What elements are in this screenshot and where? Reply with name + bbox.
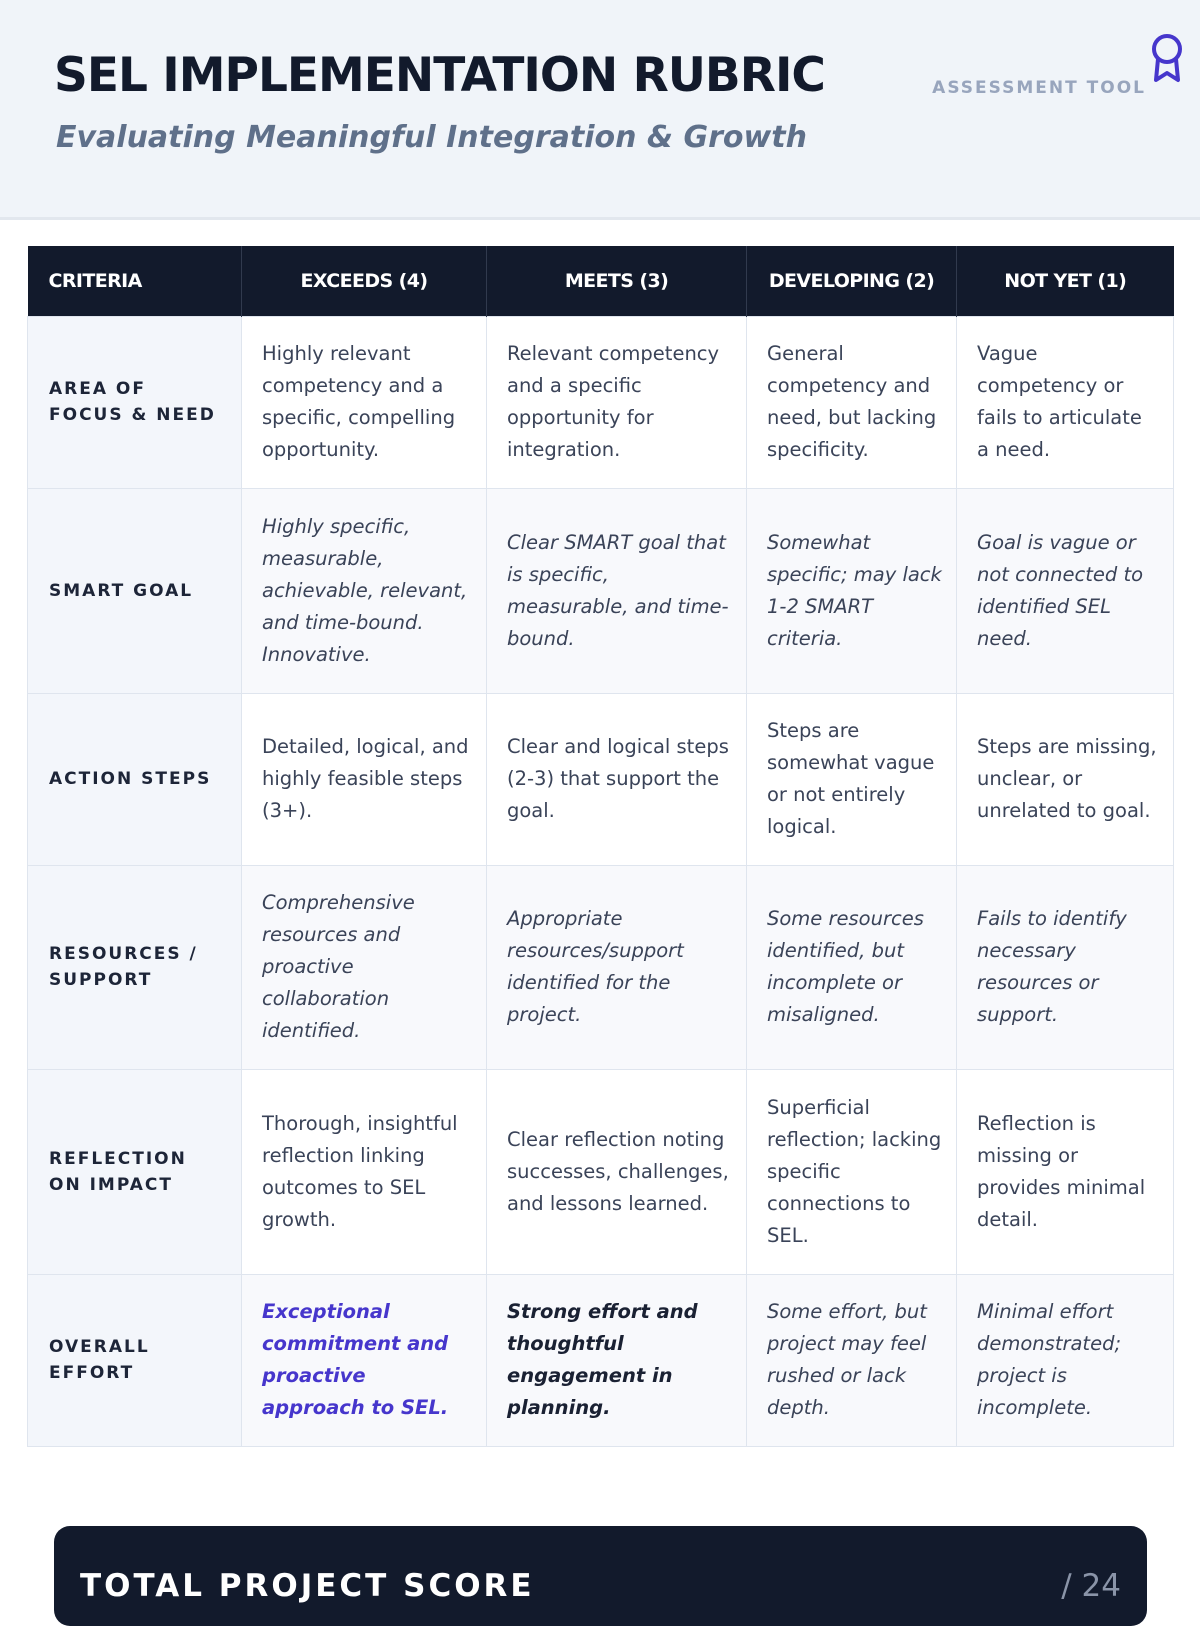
not-yet-cell: Fails to identify necessary resources or support.: [957, 865, 1174, 1069]
criteria-cell: REFLECTION ON IMPACT: [28, 1069, 242, 1274]
criteria-cell: AREA OF FOCUS & NEED: [28, 316, 242, 488]
developing-cell: General competency and need, but lacking specificity.: [747, 316, 957, 488]
meets-cell: Appropriate resources/support identified for the project.: [487, 865, 747, 1069]
not-yet-cell: Minimal effort demonstrated; project is incomplete.: [957, 1274, 1174, 1446]
score-label: TOTAL PROJECT SCORE: [80, 1568, 535, 1604]
developing-cell: Somewhat specific; may lack 1-2 SMART criteria.: [747, 488, 957, 693]
criteria-cell: SMART GOAL: [28, 488, 242, 693]
column-header-developing: DEVELOPING (2): [747, 246, 957, 316]
exceeds-cell: Exceptional commitment and proactive approach to SEL.: [242, 1274, 487, 1446]
meets-cell: Clear SMART goal that is specific, measurable, and time-bound.: [487, 488, 747, 693]
developing-cell: Some effort, but project may feel rushed or lack depth.: [747, 1274, 957, 1446]
meets-cell: Clear and logical steps (2-3) that support the goal.: [487, 693, 747, 865]
not-yet-cell: Steps are missing, unclear, or unrelated to goal.: [957, 693, 1174, 865]
not-yet-cell: Goal is vague or not connected to identified SEL need.: [957, 488, 1174, 693]
exceeds-cell: Detailed, logical, and highly feasible steps (3+).: [242, 693, 487, 865]
table-row: [28, 693, 1174, 865]
not-yet-cell: Vague competency or fails to articulate a need.: [957, 316, 1174, 488]
total-score-bar: [54, 1526, 1147, 1626]
table-header-row: [28, 246, 1174, 316]
column-header-meets: MEETS (3): [487, 246, 747, 316]
exceeds-cell: Highly relevant competency and a specific, compelling opportunity.: [242, 316, 487, 488]
table-row: [28, 1069, 1174, 1274]
developing-cell: Steps are somewhat vague or not entirely logical.: [747, 693, 957, 865]
developing-cell: Some resources identified, but incomplete or misaligned.: [747, 865, 957, 1069]
not-yet-cell: Reflection is missing or provides minimal detail.: [957, 1069, 1174, 1274]
exceeds-cell: Highly specific, measurable, achievable, relevant, and time-bound. Innovative.: [242, 488, 487, 693]
page-title: SEL IMPLEMENTATION RUBRIC: [54, 48, 825, 103]
column-header-exceeds: EXCEEDS (4): [242, 246, 487, 316]
developing-cell: Superficial reflection; lacking specific connections to SEL.: [747, 1069, 957, 1274]
exceeds-cell: Comprehensive resources and proactive collaboration identified.: [242, 865, 487, 1069]
criteria-cell: ACTION STEPS: [28, 693, 242, 865]
meets-cell: Strong effort and thoughtful engagement in planning.: [487, 1274, 747, 1446]
tag-label: ASSESSMENT TOOL: [932, 78, 1146, 98]
exceeds-cell: Thorough, insightful reflection linking outcomes to SEL growth.: [242, 1069, 487, 1274]
page-subtitle: Evaluating Meaningful Integration & Growth: [56, 120, 807, 155]
assessment-tool-tag: [932, 78, 1146, 98]
criteria-cell: OVERALL EFFORT: [28, 1274, 242, 1446]
page-header: [0, 0, 1200, 220]
table-row: [28, 316, 1174, 488]
table-row: [28, 488, 1174, 693]
criteria-cell: RESOURCES / SUPPORT: [28, 865, 242, 1069]
score-max: / 24: [1061, 1568, 1121, 1604]
column-header-not-yet: NOT YET (1): [957, 246, 1174, 316]
rubric-table: [27, 246, 1174, 1447]
meets-cell: Clear reflection noting successes, challenges, and lessons learned.: [487, 1069, 747, 1274]
table-row: [28, 865, 1174, 1069]
award-ribbon-icon: [1148, 32, 1186, 84]
table-row: [28, 1274, 1174, 1446]
column-header-criteria: CRITERIA: [28, 246, 242, 316]
meets-cell: Relevant competency and a specific opportunity for integration.: [487, 316, 747, 488]
